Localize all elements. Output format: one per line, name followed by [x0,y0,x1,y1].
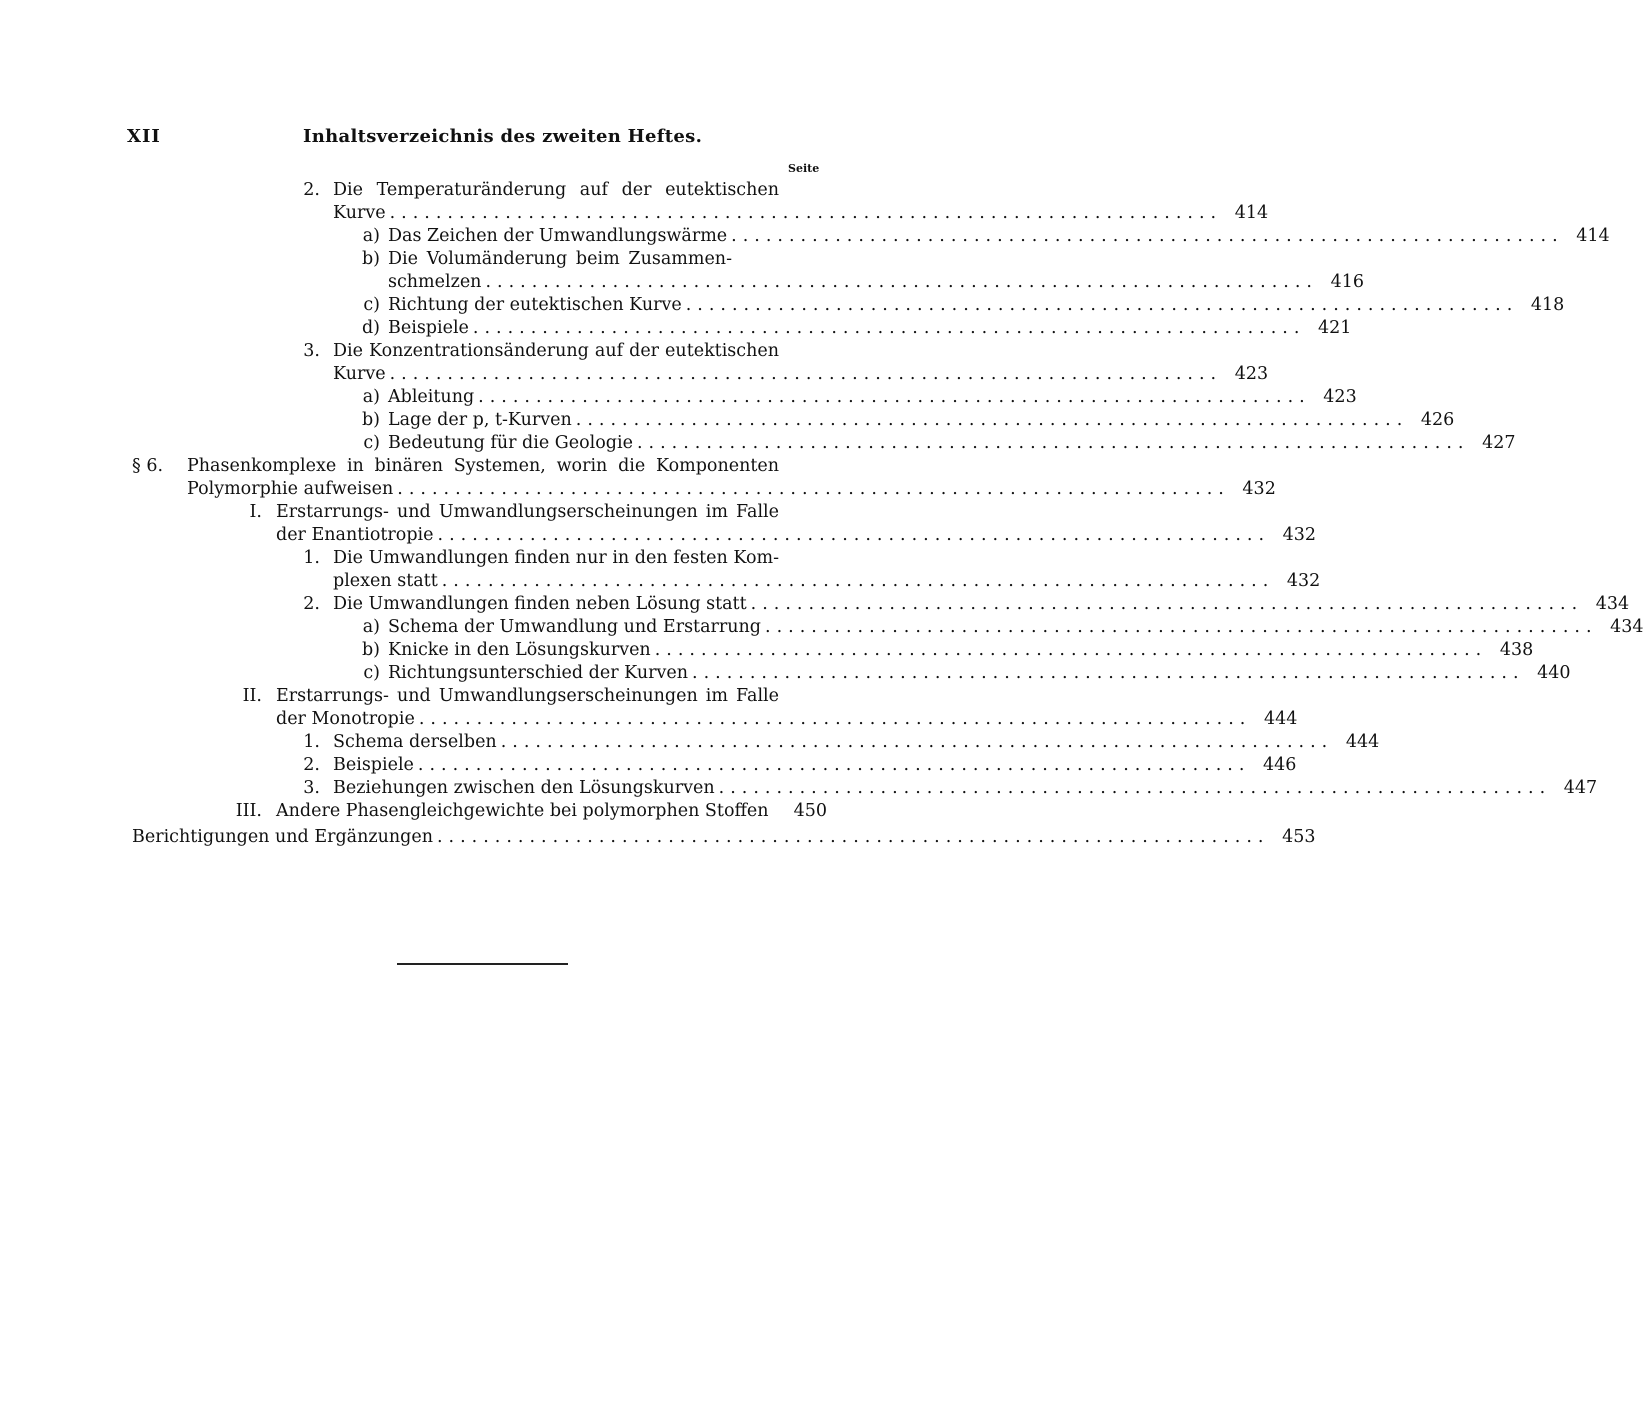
toc-entry-number: 3. [303,341,320,361]
toc-entry [276,501,779,524]
toc-entry-number: 2. [303,594,320,614]
toc-page-number: 434 [1610,617,1644,637]
toc-entry-number: 2. [303,180,320,200]
dot-leader: ........................................................................ [436,827,1270,847]
toc-entry [388,409,1455,432]
toc-entry-title: Knicke in den Lösungskurven [388,640,651,660]
toc-entry-title: Phasenkomplexe in binären Systemen, worin die Komponenten [187,456,779,476]
dot-leader: ........................................................................ [478,387,1311,407]
running-head: Inhaltsverzeichnis des zweiten Heftes. [303,126,703,147]
toc-entry [388,248,732,271]
toc-entry-title: Die Temperaturänderung auf der eutektischen [333,180,779,200]
dot-leader: ........................................................................ [485,272,1318,292]
toc-entry-title: Die Umwandlungen finden neben Lösung statt [333,594,747,614]
dot-leader: ........................................................................ [718,778,1552,798]
toc-page-number: 432 [1286,571,1321,591]
toc-entry-number: a) [362,226,380,246]
toc-entry-title: Schema der Umwandlung und Erstarrung [388,617,761,637]
dot-leader [773,800,781,823]
toc-entry [276,524,1317,547]
toc-entry-title: Die Volumänderung beim Zusammen- [388,249,732,269]
toc-entry [388,271,1364,294]
dot-leader: ........................................................................ [731,226,1564,246]
toc-entry-number: b) [361,640,380,660]
dot-leader: ........................................................................ [417,755,1251,775]
toc-entry [276,800,827,823]
toc-page-number: 423 [1234,364,1269,384]
toc-entry-title: Andere Phasengleichgewichte bei polymorphen Stoffen [276,801,769,821]
toc-page-number: 414 [1234,203,1269,223]
toc-page-number: 416 [1330,272,1364,292]
toc-entry [333,570,1321,593]
toc-entry-title: Kurve [333,364,386,384]
toc-section-entry [132,826,1316,849]
toc-entry [276,685,779,708]
toc-entry-number: c) [363,663,380,683]
toc-entry [333,179,779,202]
toc-entry [333,547,779,570]
toc-page-number: 427 [1482,433,1516,453]
toc-entry [388,225,1610,248]
toc-entry [333,202,1269,225]
toc-entry-title: Richtungsunterschied der Kurven [388,663,688,683]
toc-entry [333,363,1269,386]
toc-page-number: 423 [1323,387,1357,407]
toc-page-number: 418 [1530,295,1565,315]
toc-entry-title: schmelzen [388,272,482,292]
dot-leader: ........................................................................ [500,732,1334,752]
section-number: § 6. [132,456,164,476]
toc-entry-title: Kurve [333,203,386,223]
toc-entry-title: der Enantiotropie [276,525,434,545]
toc-entry-title: Richtung der eutektischen Kurve [388,295,682,315]
toc-page-number: 450 [793,801,827,821]
toc-entry-title: Polymorphie aufweisen [187,479,394,499]
dot-leader: ........................................................................ [437,525,1271,545]
toc-page-number: 447 [1563,778,1598,798]
dot-leader: ........................................................................ [765,617,1598,637]
toc-entry-title: der Monotropie [276,709,415,729]
toc-entry-title: Lage der p, t-Kurven [388,410,572,430]
toc-entry-number: c) [363,295,380,315]
toc-entry [333,340,779,363]
toc-entry-number: b) [361,249,380,269]
toc-entry-number: 1. [303,732,320,752]
toc-entry-title: Die Konzentrationsänderung auf der eutektischen [333,341,779,361]
toc-entry [388,662,1571,685]
toc-page-number: 421 [1318,318,1352,338]
dot-leader: ........................................................................ [441,571,1275,591]
toc-entry-number: d) [361,318,380,338]
toc-page-number: 432 [1282,525,1317,545]
toc-page-number: 444 [1263,709,1298,729]
toc-entry-title: Ableitung [388,387,475,407]
toc-page-number: 438 [1499,640,1534,660]
dot-leader: ........................................................................ [472,318,1306,338]
toc-section-entry [187,478,1276,501]
toc-page-number: 440 [1537,663,1571,683]
toc-entry-title: Erstarrungs- und Umwandlungserscheinungen im Falle [276,502,779,522]
toc-entry [333,777,1598,800]
dot-leader: ........................................................................ [750,594,1584,614]
toc-entry-number: c) [363,433,380,453]
toc-entry-number: 3. [303,778,320,798]
dot-leader: ........................................................................ [685,295,1519,315]
closing-rule [397,963,568,965]
toc-page-number: 432 [1242,479,1276,499]
toc-entry-title: Beispiele [333,755,414,775]
toc-entry-number: 2. [303,755,320,775]
toc-entry [333,731,1380,754]
page-number: XII [127,126,161,147]
toc-entry [388,294,1565,317]
toc-entry-title: plexen statt [333,571,438,591]
seite-column-label: Seite [788,162,820,175]
toc-entry-number: III. [235,801,262,821]
toc-entry-number: I. [249,502,262,522]
dot-leader: ........................................................................ [654,640,1488,660]
toc-entry-number: 1. [303,548,320,568]
toc-page-number: 444 [1345,732,1380,752]
toc-section-entry [187,455,779,478]
dot-leader: ........................................................................ [636,433,1470,453]
dot-leader: ........................................................................ [418,709,1252,729]
toc-entry [388,639,1534,662]
toc-entry [388,616,1644,639]
toc-entry-title: Die Umwandlungen finden nur in den festen Kom- [333,548,779,568]
toc-entry-title: Bedeutung für die Geologie [388,433,633,453]
toc-entry-title: Erstarrungs- und Umwandlungserscheinungen im Falle [276,686,779,706]
toc-page-number: 453 [1282,827,1316,847]
dot-leader: ........................................................................ [389,364,1223,384]
toc-page-number: 426 [1420,410,1455,430]
toc-entry-title: Berichtigungen und Ergänzungen [132,827,433,847]
toc-entry-title: Das Zeichen der Umwandlungswärme [388,226,728,246]
dot-leader: ........................................................................ [575,410,1409,430]
toc-entry-number: II. [242,686,262,706]
toc-entry-number: b) [361,410,380,430]
dot-leader: ........................................................................ [397,479,1230,499]
toc-entry-number: a) [362,387,380,407]
toc-entry [388,432,1516,455]
toc-entry-title: Schema derselben [333,732,497,752]
dot-leader: ........................................................................ [389,203,1223,223]
toc-entry [388,386,1357,409]
dot-leader: ........................................................................ [692,663,1525,683]
toc-page-number: 446 [1263,755,1297,775]
toc-page-number: 434 [1595,594,1630,614]
toc-entry-title: Beispiele [388,318,469,338]
toc-entry [388,317,1352,340]
toc-entry [333,754,1297,777]
toc-entry-number: a) [362,617,380,637]
toc-entry-title: Beziehungen zwischen den Lösungskurven [333,778,715,798]
toc-entry [276,708,1298,731]
toc-page-number: 414 [1576,226,1610,246]
toc-entry [333,593,1630,616]
